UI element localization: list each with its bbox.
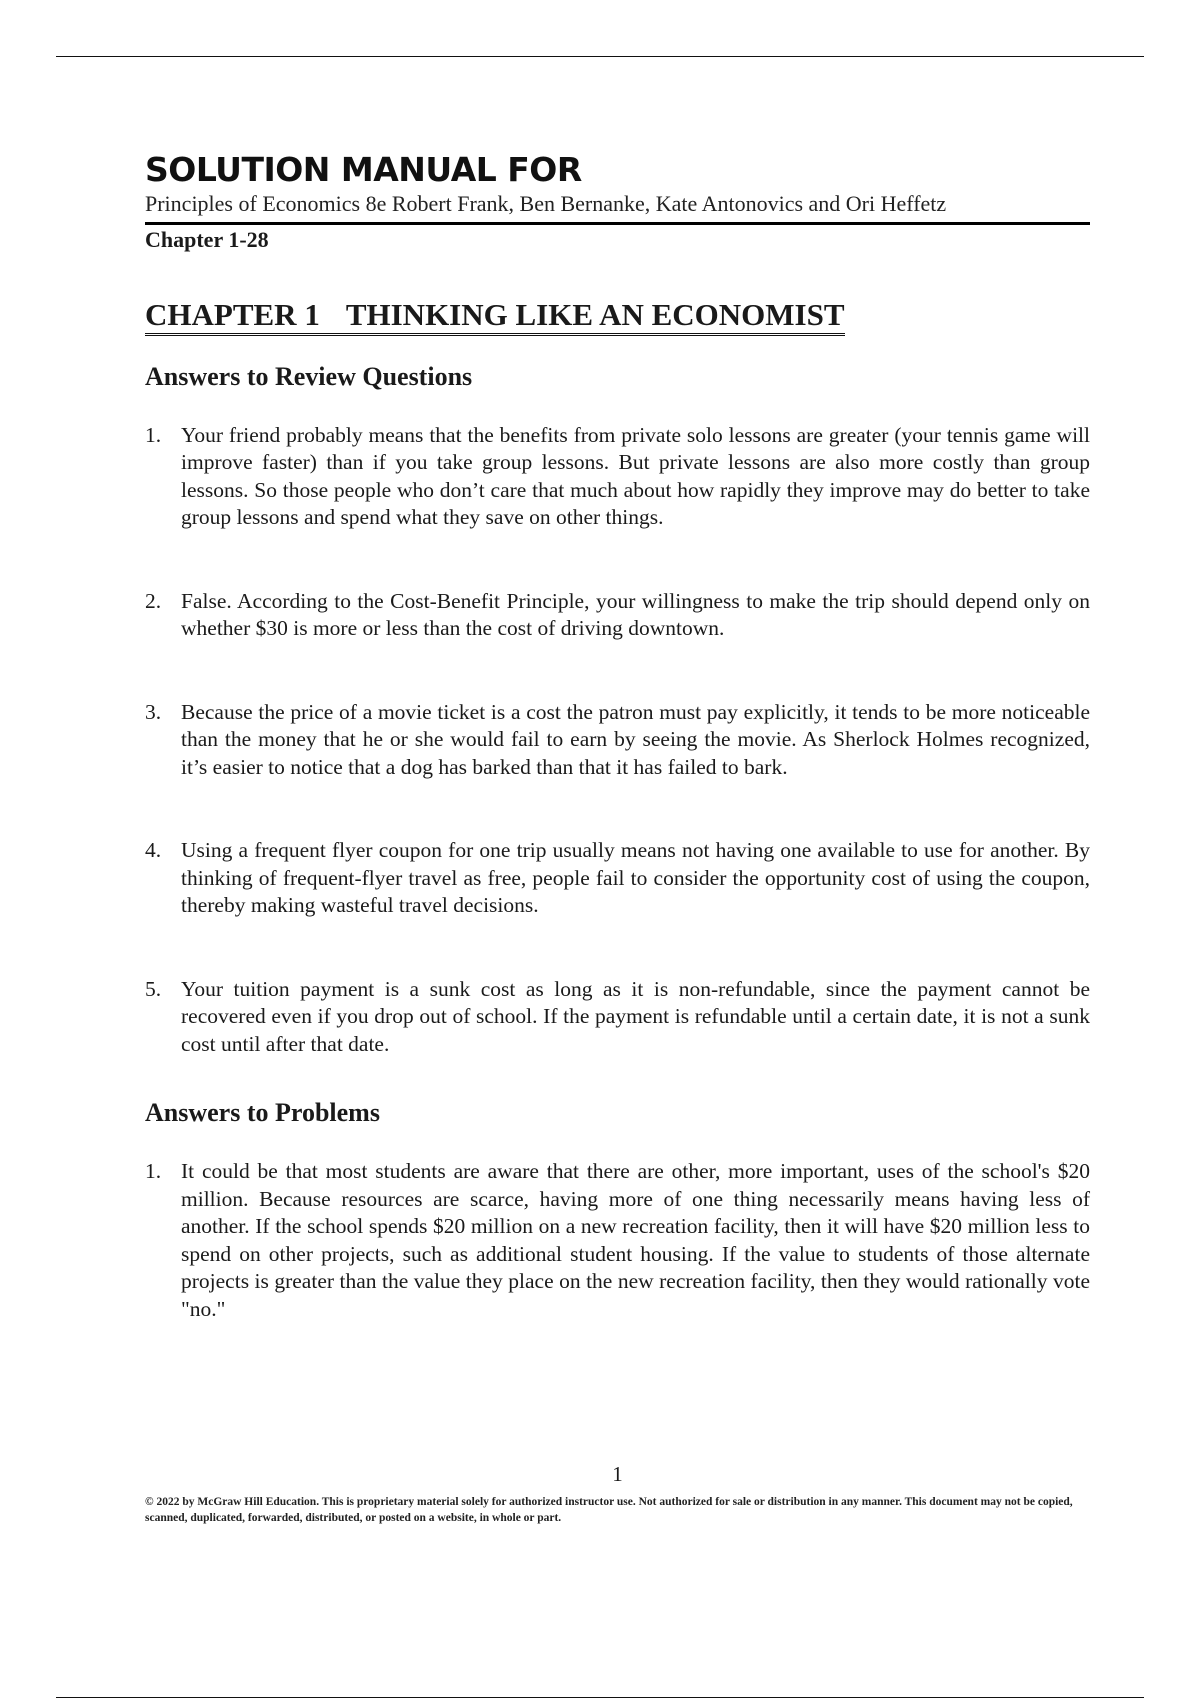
chapter-range: Chapter 1-28: [145, 227, 269, 253]
item-text: Your tuition payment is a sunk cost as long as it is non-refundable, since the payment cannot be recovered even if you drop out of school. If the payment is refundable until a certain date, it is not a sunk cost until after that date.: [181, 976, 1090, 1056]
item-number: 1.: [145, 1159, 162, 1184]
page-number: 1: [612, 1462, 623, 1486]
item-text: Using a frequent flyer coupon for one trip usually means not having one available to use for another. By thinking of frequent-flyer travel as free, people fail to consider the opportunity cost of using the coupon, thereby making wasteful travel decisions.: [181, 838, 1090, 918]
review-answers-list: [145, 422, 1090, 1059]
item-number: 4.: [145, 838, 162, 863]
header-rule: [145, 222, 1090, 225]
book-line: Principles of Economics 8e Robert Frank, Ben Bernanke, Kate Antonovics and Ori Heffetz: [145, 190, 947, 216]
list-item: [145, 1158, 1090, 1323]
item-text: False. According to the Cost-Benefit Principle, your willingness to make the trip should depend only on whether $30 is more or less than the cost of driving downtown.: [181, 588, 1090, 641]
document-page: [145, 150, 1090, 1524]
chapter-title: THINKING LIKE AN ECONOMIST: [345, 297, 845, 333]
copyright-notice: © 2022 by McGraw Hill Education. This is proprietary material solely for authorized instructor use. Not authorized for sale or distribution in any manner. This document may not be copied, scanned, duplicated, forwarded, distributed, or posted on a website, in whole or part.: [145, 1496, 1073, 1524]
manual-title: SOLUTION MANUAL FOR: [145, 150, 582, 189]
top-rule: [56, 56, 1144, 57]
chapter-heading: [145, 297, 845, 336]
list-item: [145, 588, 1090, 643]
list-item: [145, 976, 1090, 1059]
review-questions-heading: Answers to Review Questions: [145, 361, 473, 391]
item-number: 2.: [145, 588, 162, 613]
item-number: 5.: [145, 976, 162, 1001]
list-item: [145, 422, 1090, 532]
item-text: Because the price of a movie ticket is a cost the patron must pay explicitly, it tends to be more noticeable than the money that he or she would fail to earn by seeing the movie. As Sherlock Holmes recognized, it’s easier to notice that a dog has barked than that it has failed to bark.: [181, 699, 1090, 779]
list-item: [145, 837, 1090, 920]
item-number: 1.: [145, 422, 162, 447]
item-number: 3.: [145, 699, 162, 724]
chapter-number: CHAPTER 1: [145, 297, 320, 333]
list-item: [145, 699, 1090, 782]
item-text: Your friend probably means that the benefits from private solo lessons are greater (your tennis game will improve faster) than if you take group lessons. But private lessons are also more costly than group lessons. So those people who don’t care that much about how rapidly they improve may do better to take group lessons and spend what they save on other things.: [181, 422, 1090, 530]
problems-heading: Answers to Problems: [145, 1098, 380, 1128]
bottom-rule: [56, 1697, 1144, 1698]
item-text: It could be that most students are aware that there are other, more important, uses of the school's $20 million. Because resources are scarce, having more of one thing necessarily means having less of another. If the school spends $20 million on a new recreation facility, then it will have $20 million less to spend on other projects, such as additional student housing. If the value to students of those alternate projects is greater than the value they place on the new recreation facility, then they would rationally vote "no.": [181, 1159, 1090, 1321]
problem-answers-list: [145, 1158, 1090, 1323]
